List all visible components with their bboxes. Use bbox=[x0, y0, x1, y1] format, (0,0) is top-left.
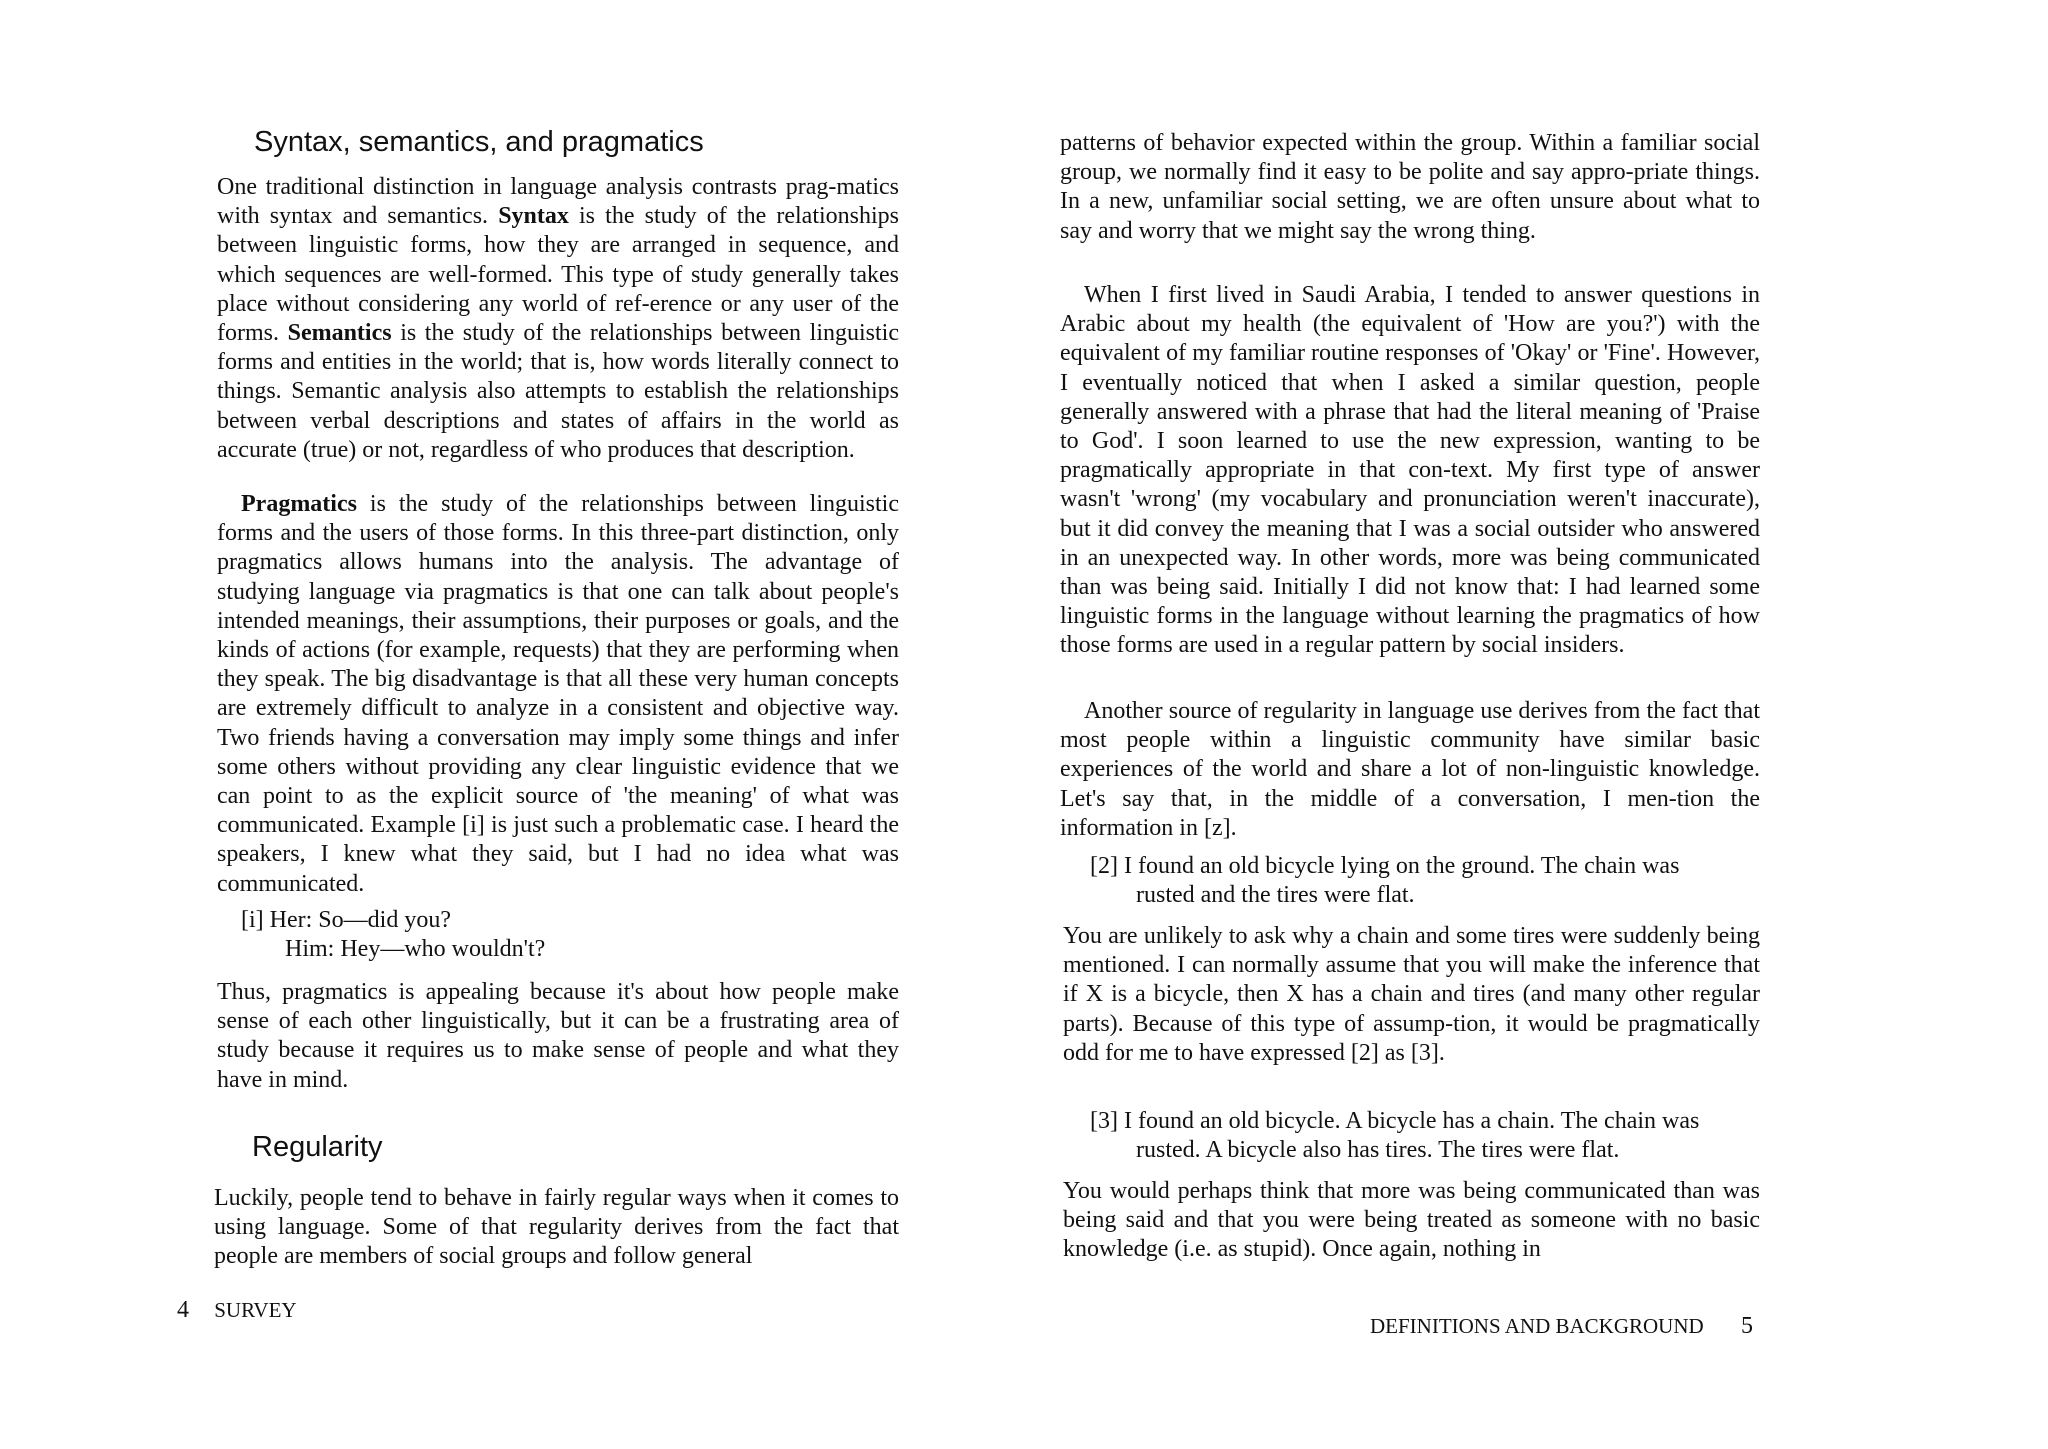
term-semantics: Semantics bbox=[287, 320, 392, 347]
right-page bbox=[1024, 0, 2048, 1449]
text-run: is the study of the relationships between linguistic forms and entities in the world; that is, how words literally connect to things. Semantic analysis also attempts to establish the relationships between verbal descriptions and states of affairs in the world as accurate (true) or not, regardless of who produces that description. bbox=[217, 320, 899, 463]
paragraph-group-patterns: patterns of behavior expected within the group. Within a familiar social group, we normally find it easy to be polite and say appro-priate things. In a new, unfamiliar social setting, we are often unsure about what to say and worry that we might say the wrong thing. bbox=[1060, 130, 1760, 244]
example-line: rusted and the tires were flat. bbox=[1136, 882, 1415, 909]
term-pragmatics: Pragmatics bbox=[241, 491, 357, 517]
footer-left bbox=[177, 1297, 297, 1324]
text-run: is the study of the relationships between linguistic forms, how they are arranged in sequence, and which sequences are well-formed. This type of study generally takes place without considering any world of ref-erence or any user of the forms. bbox=[217, 203, 900, 347]
term-syntax: Syntax bbox=[498, 203, 569, 230]
section-heading-regularity: Regularity bbox=[252, 1131, 383, 1163]
running-head: SURVEY bbox=[214, 1298, 297, 1322]
example-line: [2] I found an old bicycle lying on the ground. The chain was bbox=[1090, 853, 1680, 879]
paragraph-syntax-semantics bbox=[217, 173, 899, 465]
example-line: [3] I found an old bicycle. A bicycle has a chain. The chain was bbox=[1090, 1108, 1700, 1134]
paragraph-stupid: You would perhaps think that more was being communicated than was being said and that you were being treated as someone with no basic knowledge (i.e. as stupid). Once again, nothing in bbox=[1063, 1178, 1760, 1263]
example-2 bbox=[1090, 852, 1679, 910]
paragraph-inference: You are unlikely to ask why a chain and some tires were suddenly being mentioned. I can normally assume that you will make the inference that if X is a bicycle, then X has a chain and tires (and many other regular parts). Because of this type of assump-tion, it would be pragmatically odd for me to have expressed [2] as [3]. bbox=[1063, 923, 1760, 1066]
paragraph-pragmatics bbox=[217, 490, 899, 899]
page-number: 5 bbox=[1740, 1313, 1753, 1339]
section-heading-syntax-semantics-pragmatics: Syntax, semantics, and pragmatics bbox=[254, 126, 704, 158]
example-line: [i] Her: So—did you? bbox=[241, 907, 451, 933]
paragraph-shared-knowledge: Another source of regularity in language use derives from the fact that most people within a linguistic community have similar basic experiences of the world and share a lot of non-linguistic knowledge. Let's say that, in the middle of a conversation, I men-tion the information in [z]. bbox=[1060, 698, 1760, 841]
text-run: is the study of the relationships between linguistic forms and the users of those forms. In this three-part distinction, only pragmatics allows humans into the analysis. The advantage of studying language via pragmatics is that one can talk about people's intended meanings, their assumptions, their purposes or goals, and the kinds of actions (for example, requests) that they are performing when they speak. The big disadvantage is that all these very human concepts are extremely difficult to analyze in a consistent and objective way. Two friends having a conversation may imply some things and infer some others without providing any clear linguistic evidence that we can point to as the explicit source of 'the meaning' of what was communicated. Example [i] is just such a problematic case. I heard the speakers, I knew what they said, but I had no idea what was communicated. bbox=[217, 491, 899, 897]
footer-right bbox=[1370, 1313, 1753, 1340]
text-run: One traditional distinction in language analysis contrasts prag-matics with syntax and semantics. bbox=[217, 174, 899, 230]
paragraph-pragmatics-appeal: Thus, pragmatics is appealing because it's about how people make sense of each other linguistically, but it can be a frustrating area of study because it requires us to make sense of people and what they have in mind. bbox=[217, 979, 899, 1093]
example-line: rusted. A bicycle also has tires. The tires were flat. bbox=[1136, 1137, 1620, 1164]
paragraph-saudi-arabia: When I first lived in Saudi Arabia, I tended to answer questions in Arabic about my health (the equivalent of 'How are you?') with the equivalent of my familiar routine responses of 'Okay' or 'Fine'. However, I eventually noticed that when I asked a similar question, people generally answered with a phrase that had the literal meaning of 'Praise to God'. I soon learned to use the new expression, wanting to be pragmatically appropriate in that con-text. My first type of answer wasn't 'wrong' (my vocabulary and pronunciation weren't inaccurate), but it did convey the meaning that I was a social outsider who answered in an unexpected way. In other words, more was being communicated than was being said. Initially I did not know that: I had learned some linguistic forms in the language without learning the pragmatics of how those forms are used in a regular pattern by social insiders. bbox=[1060, 282, 1760, 659]
example-3 bbox=[1090, 1107, 1699, 1165]
running-head: DEFINITIONS AND BACKGROUND bbox=[1370, 1314, 1704, 1338]
paragraph-regularity: Luckily, people tend to behave in fairly regular ways when it comes to using language. Some of that regularity derives from the fact that people are members of social groups and follow general bbox=[214, 1185, 899, 1270]
example-line: Him: Hey—who wouldn't? bbox=[285, 936, 546, 963]
example-i bbox=[241, 906, 545, 964]
page-number: 4 bbox=[177, 1297, 189, 1323]
